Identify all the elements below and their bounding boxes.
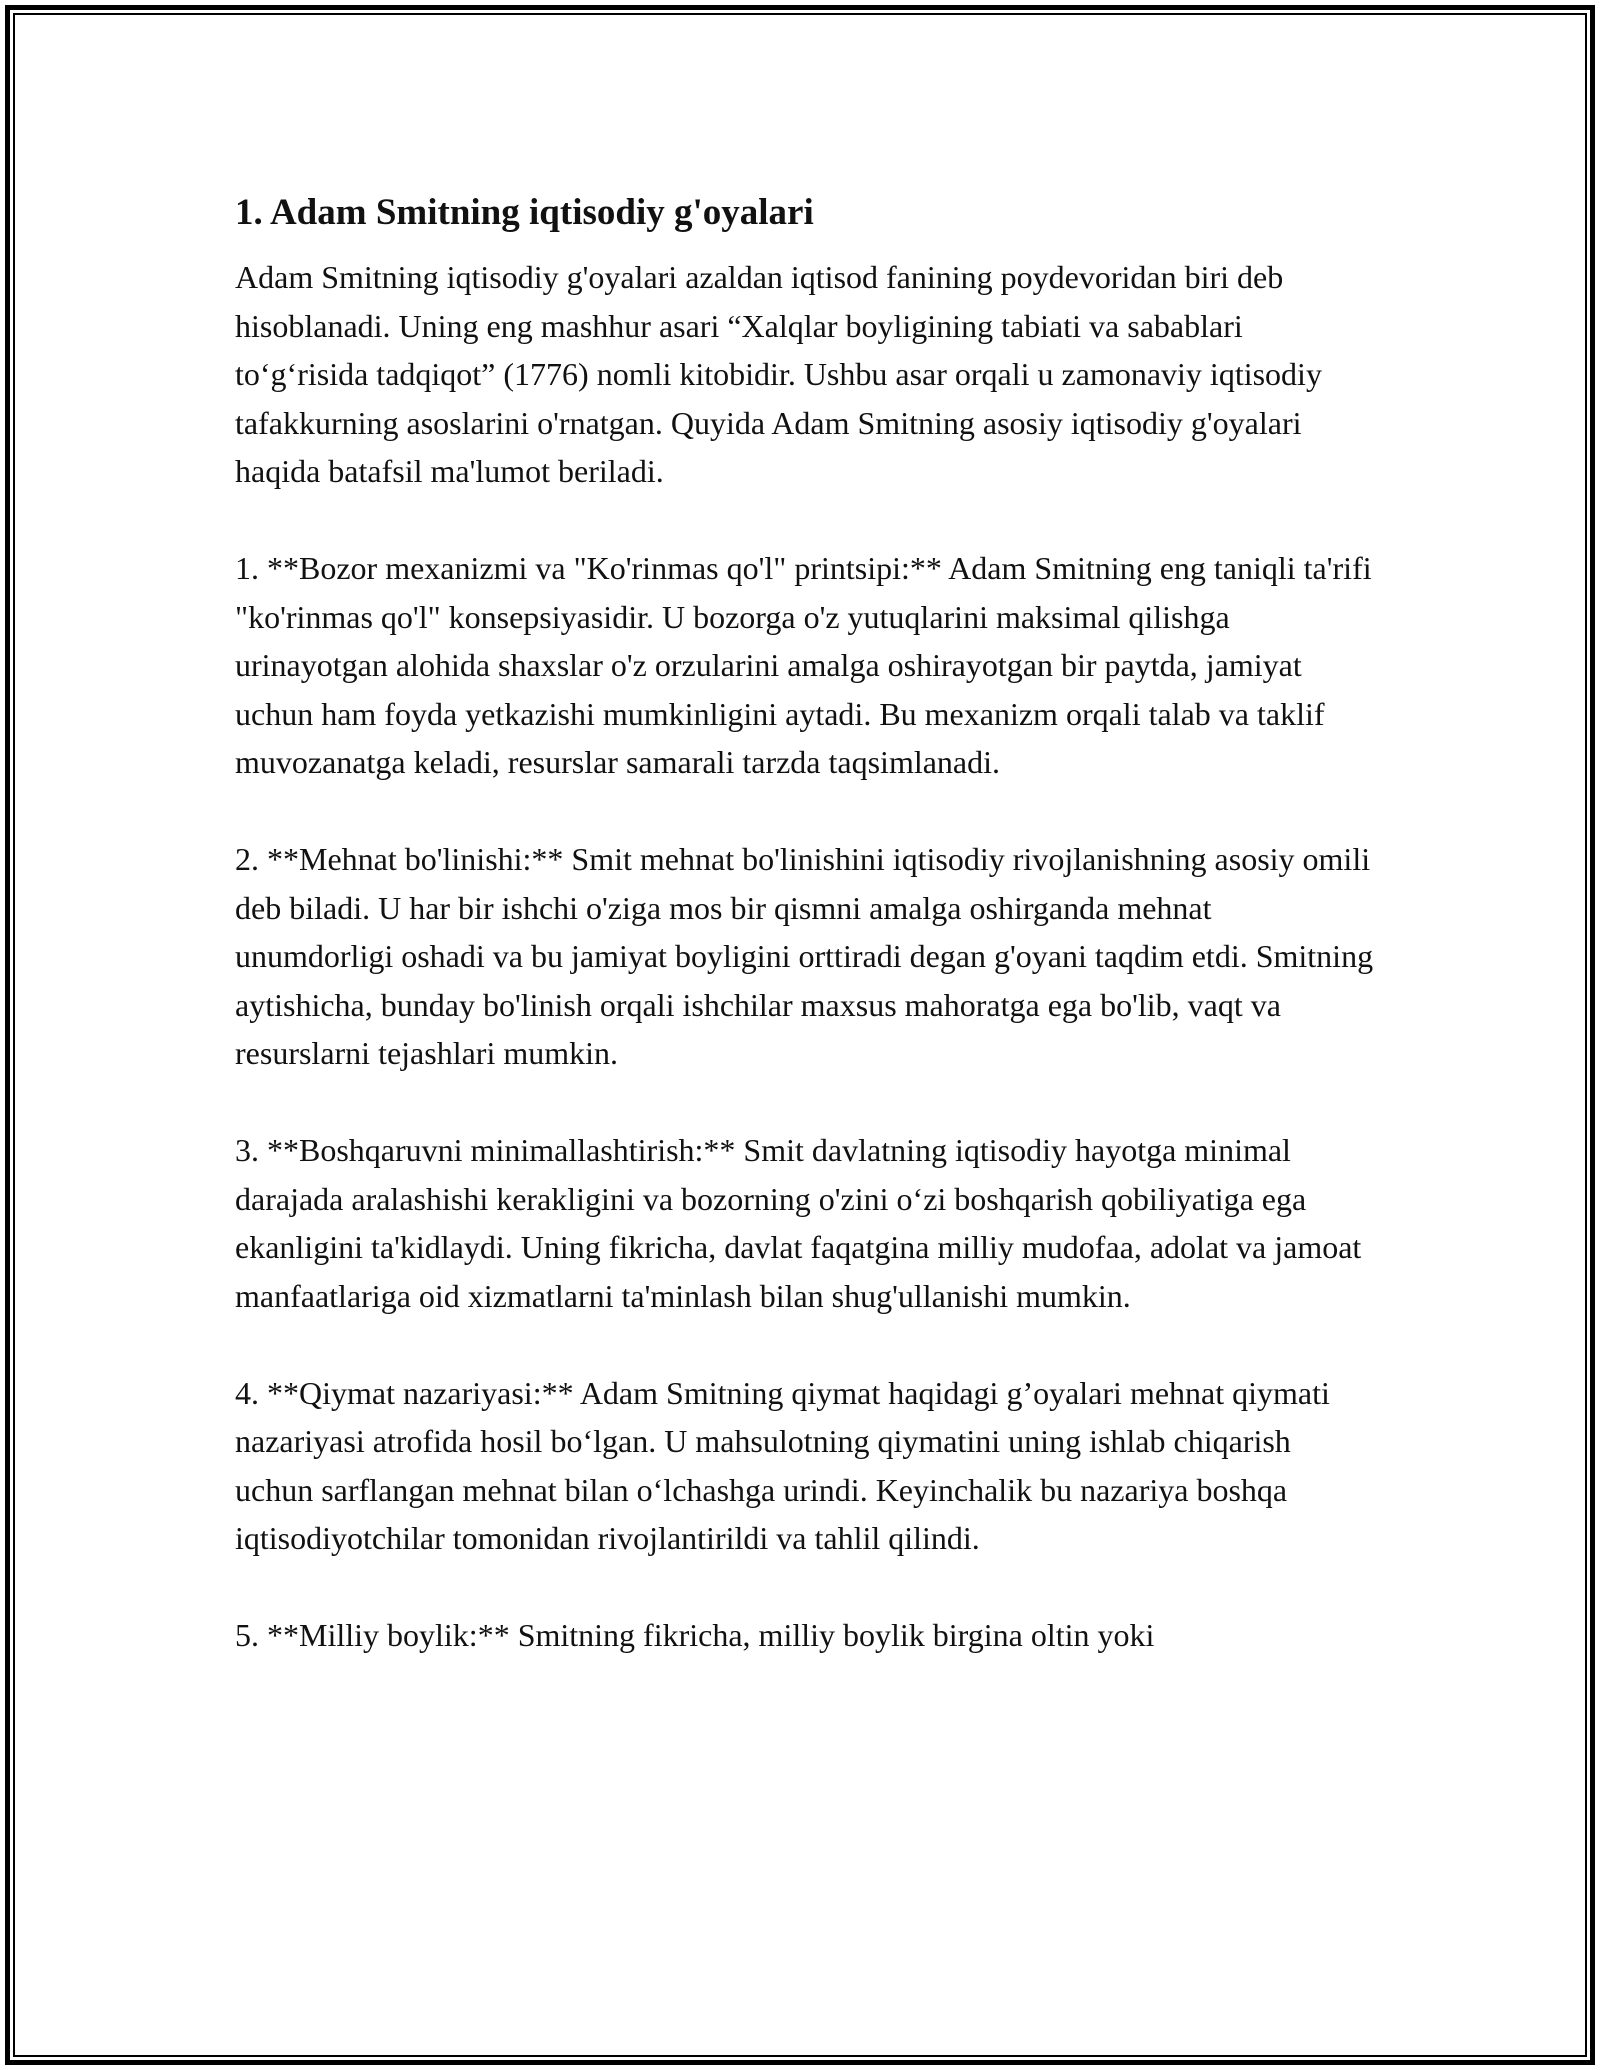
document-body (235, 176, 1375, 1708)
section-2-paragraph: 2. **Mehnat bo'linishi:** Smit mehnat bo'linishini iqtisodiy rivojlanishning asosiy omili deb biladi. U har bir ishchi o'ziga mos bir qismni amalga oshirganda mehnat unumdorligi oshadi va bu jamiyat boyligini orttiradi degan g'oyani taqdim etdi. Smitning aytishicha, bunday bo'linish orqali ishchilar maxsus mahoratga ega bo'lib, vaqt va resurslarni tejashlari mumkin. (235, 841, 1374, 1072)
section-3-paragraph: 3. **Boshqaruvni minimallashtirish:** Smit davlatning iqtisodiy hayotga minimal darajada aralashishi kerakligini va bozorning o'zini o‘zi boshqarish qobiliyatiga ega ekanligini ta'kidlaydi. Uning fikricha, davlat faqatgina milliy mudofaa, adolat va jamoat manfaatlariga oid xizmatlarni ta'minlash bilan shug'ullanishi mumkin. (235, 1132, 1362, 1314)
document-title: 1. Adam Smitning iqtisodiy g'oyalari (235, 192, 814, 233)
intro-paragraph: Adam Smitning iqtisodiy g'oyalari azaldan iqtisod fanining poydevoridan biri deb hisoblanadi. Uning eng mashhur asari “Xalqlar boyligining tabiati va sabablari to‘g‘risida tadqiqot” (1776) nomli kitobidir. Ushbu asar orqali u zamonaviy iqtisodiy tafakkurning asoslarini o'rnatgan. Quyida Adam Smitning asosiy iqtisodiy g'oyalari haqida batafsil ma'lumot beriladi. (235, 259, 1322, 490)
section-5-paragraph: 5. **Milliy boylik:** Smitning fikricha, milliy boylik birgina oltin yoki (235, 1617, 1155, 1654)
section-1-paragraph: 1. **Bozor mexanizmi va "Ko'rinmas qo'l" printsipi:** Adam Smitning eng taniqli ta'rifi "ko'rinmas qo'l" konsepsiyasidir. U bozorga o'z yutuqlarini maksimal qilishga urinayotgan alohida shaxslar o'z orzularini amalga oshirayotgan bir paytda, jamiyat uchun ham foyda yetkazishi mumkinligini aytadi. Bu mexanizm orqali talab va taklif muvozanatga keladi, resurslar samarali tarzda taqsimlanadi. (235, 550, 1372, 781)
section-4-paragraph: 4. **Qiymat nazariyasi:** Adam Smitning qiymat haqidagi g’oyalari mehnat qiymati nazariyasi atrofida hosil bo‘lgan. U mahsulotning qiymatini uning ishlab chiqarish uchun sarflangan mehnat bilan o‘lchashga urindi. Keyinchalik bu nazariya boshqa iqtisodiyotchilar tomonidan rivojlantirildi va tahlil qilindi. (235, 1374, 1330, 1557)
